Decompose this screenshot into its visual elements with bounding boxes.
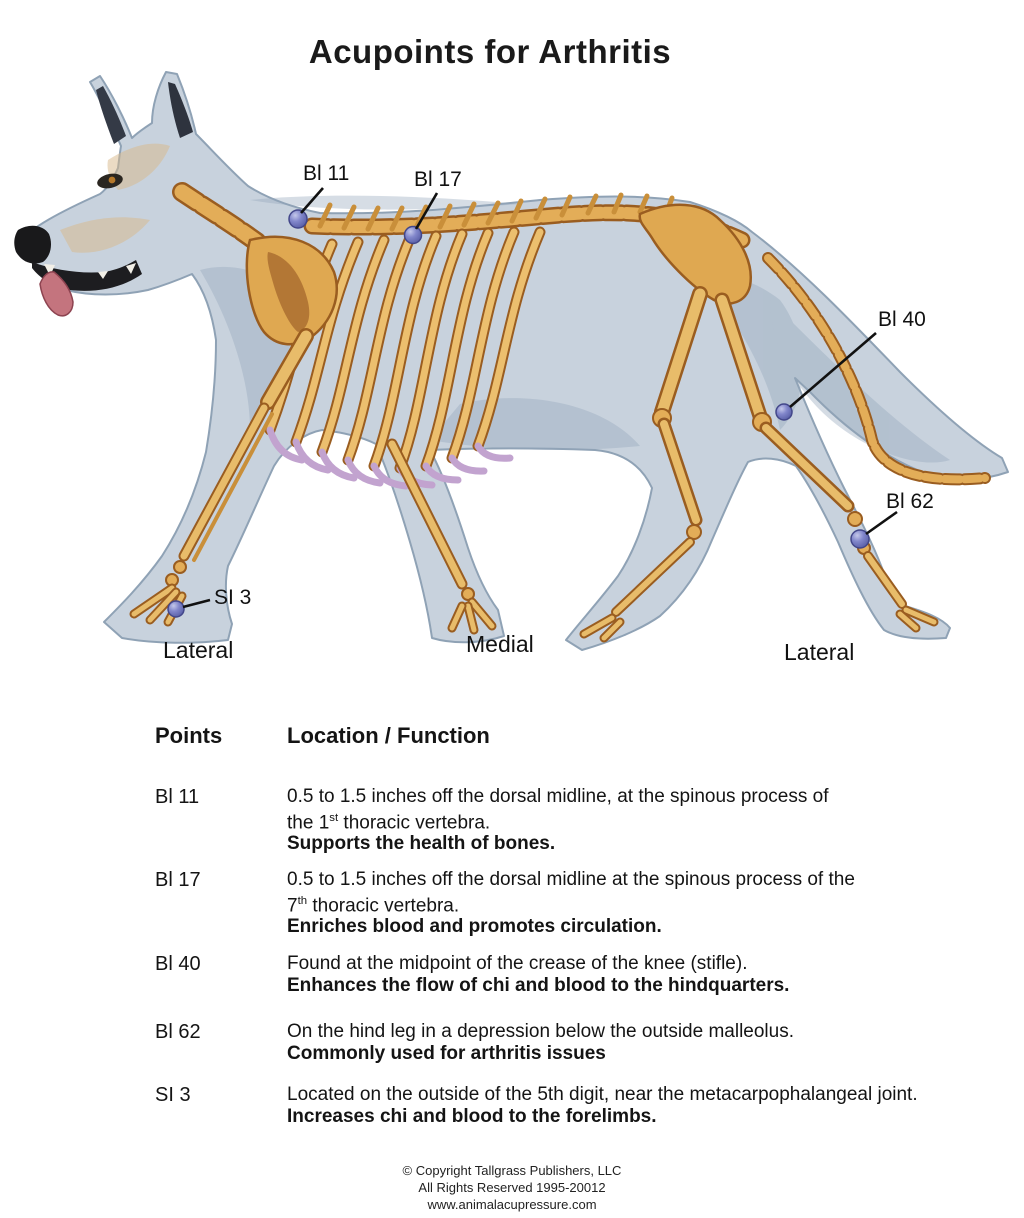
location-line: 0.5 to 1.5 inches off the dorsal midline at the spinous process of the — [287, 869, 855, 890]
footer — [0, 1162, 1024, 1213]
location-line: Found at the midpoint of the crease of the knee (stifle). — [287, 953, 748, 974]
point-label-bl17: Bl 17 — [414, 168, 462, 191]
description-cell — [287, 953, 1012, 996]
location-line-part: thoracic vertebra. — [307, 894, 460, 916]
ordinal-superscript: st — [329, 811, 339, 824]
point-cell: Bl 40 — [155, 953, 201, 975]
point-cell: Bl 11 — [155, 786, 200, 808]
page-title: Acupoints for Arthritis — [308, 33, 672, 70]
point-label-bl62: Bl 62 — [886, 490, 934, 513]
column-header-points: Points — [155, 723, 223, 748]
location-line — [287, 891, 1012, 917]
copyright-line: © Copyright Tallgrass Publishers, LLC — [402, 1163, 622, 1178]
function-line: Supports the health of bones. — [287, 833, 556, 855]
orientation-label-medial: Medial — [466, 631, 534, 657]
location-line: Located on the outside of the 5th digit, near the metacarpophalangeal joint. — [287, 1084, 918, 1105]
location-line-part: thoracic vertebra. — [338, 811, 491, 833]
point-cell: SI 3 — [155, 1084, 191, 1106]
description-cell — [287, 1021, 1012, 1064]
function-line: Commonly used for arthritis issues — [287, 1042, 606, 1064]
point-label-si3: SI 3 — [214, 586, 252, 609]
description-cell — [287, 1084, 1012, 1127]
point-cell: Bl 62 — [155, 1021, 201, 1043]
orientation-label-front-lateral: Lateral — [163, 637, 234, 663]
location-line: 0.5 to 1.5 inches off the dorsal midline, at the spinous process of — [287, 786, 829, 807]
function-line: Enriches blood and promotes circulation. — [287, 916, 662, 938]
function-line: Increases chi and blood to the forelimbs. — [287, 1105, 657, 1127]
ordinal-superscript: th — [297, 894, 308, 907]
point-label-bl11: Bl 11 — [303, 162, 350, 185]
orientation-label-hind-lateral: Lateral — [784, 639, 855, 665]
column-header-location: Location / Function — [287, 723, 490, 748]
function-line: Enhances the flow of chi and blood to the hindquarters. — [287, 974, 790, 996]
website-url: www.animalacupressure.com — [427, 1197, 597, 1212]
rights-line: All Rights Reserved 1995-20012 — [418, 1180, 606, 1195]
description-cell — [287, 869, 1012, 938]
location-line: On the hind leg in a depression below the outside malleolus. — [287, 1021, 794, 1042]
point-label-bl40: Bl 40 — [878, 308, 926, 331]
point-cell: Bl 17 — [155, 869, 201, 891]
description-cell — [287, 786, 1012, 855]
location-line-part: the 1 — [287, 811, 330, 833]
location-line-part: 7 — [287, 894, 298, 916]
location-line — [287, 808, 1012, 834]
